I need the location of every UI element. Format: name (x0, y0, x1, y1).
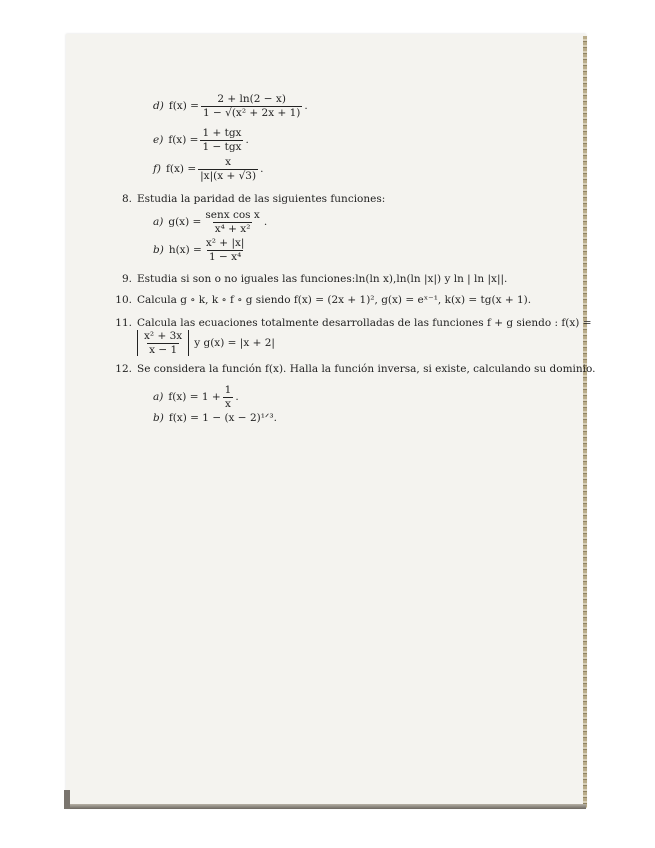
equation-lhs: f(x) = (168, 133, 199, 146)
terminator: . (304, 99, 308, 112)
equation-lhs: g(x) = (168, 215, 202, 228)
exercise-number: 12. (115, 363, 132, 375)
exercise-text: Estudia la paridad de las siguientes funciones: (137, 193, 386, 205)
item-label: d) (153, 99, 164, 112)
item-d (153, 94, 308, 118)
item-label: e) (153, 133, 164, 146)
item-label: f) (153, 162, 161, 175)
item-12b (153, 413, 277, 424)
fraction (200, 128, 243, 152)
exercise-text: Estudia si son o no iguales las funciones:ln(ln x),ln(ln |x|) y ln | ln |x||. (137, 273, 508, 285)
fraction (204, 238, 247, 262)
item-label: b) (153, 412, 164, 424)
exercise-text: Calcula las ecuaciones totalmente desarrolladas de las funciones f + g siendo : f(x) = (137, 317, 592, 329)
exercise-number: 8. (121, 193, 132, 205)
denominator: 1 − √(x² + 2x + 1) (202, 106, 301, 119)
absolute-value (137, 330, 189, 356)
equation-lhs: f(x) = (168, 99, 199, 112)
item-label: a) (153, 215, 164, 228)
denominator: |x|(x + √3) (200, 169, 257, 182)
exercise-text: Se considera la función f(x). Halla la función inversa, si existe, calculando su dominio. (137, 363, 596, 375)
equation-lhs: f(x) = 1 + (168, 390, 221, 403)
exercise-11-formula (137, 330, 275, 356)
equation-lhs: h(x) = (168, 243, 202, 256)
numerator: x (225, 156, 232, 168)
item-8a (153, 210, 267, 234)
exercise-10 (112, 295, 531, 306)
numerator: 2 + ln(2 − x) (217, 93, 286, 105)
numerator: 1 (224, 384, 232, 396)
denominator: x⁴ + x² (214, 222, 251, 235)
terminator: . (260, 162, 264, 175)
denominator: x − 1 (149, 343, 178, 356)
exercise-text: Calcula g ∘ k, k ∘ f ∘ g siendo f(x) = (2x + 1)², g(x) = eˣ⁻¹, k(x) = tg(x + 1). (137, 294, 532, 306)
numerator: 1 + tgx (202, 127, 242, 139)
denominator: 1 − x⁴ (209, 250, 242, 263)
exercise-9 (112, 274, 507, 285)
numerator: x² + 3x (144, 330, 183, 342)
exercise-12 (112, 364, 596, 375)
fraction (203, 210, 261, 234)
exercise-11 (112, 318, 592, 329)
denominator: x (225, 397, 231, 410)
equation-lhs: f(x) = (165, 162, 197, 175)
item-12a (153, 385, 239, 409)
numerator: x² + |x| (205, 237, 245, 249)
fraction (223, 385, 234, 409)
terminator: . (245, 133, 249, 146)
exercise-text-continued: y g(x) = |x + 2| (194, 336, 275, 349)
equation: f(x) = 1 − (x − 2)¹ᐟ³. (168, 412, 277, 424)
exercise-number: 9. (121, 273, 132, 285)
terminator: . (235, 390, 239, 403)
denominator: 1 − tgx (202, 140, 242, 153)
item-label: a) (153, 390, 164, 403)
exercise-number: 10. (115, 294, 132, 306)
item-e (153, 128, 249, 152)
item-f (153, 157, 263, 181)
exercise-number: 11. (115, 317, 132, 329)
fraction (198, 157, 258, 181)
numerator: senx cos x (205, 209, 260, 221)
terminator: . (263, 215, 268, 228)
item-8b (153, 238, 248, 262)
fraction (142, 331, 184, 355)
fraction (201, 94, 302, 118)
exercise-8 (112, 194, 385, 205)
item-label: b) (153, 243, 164, 256)
